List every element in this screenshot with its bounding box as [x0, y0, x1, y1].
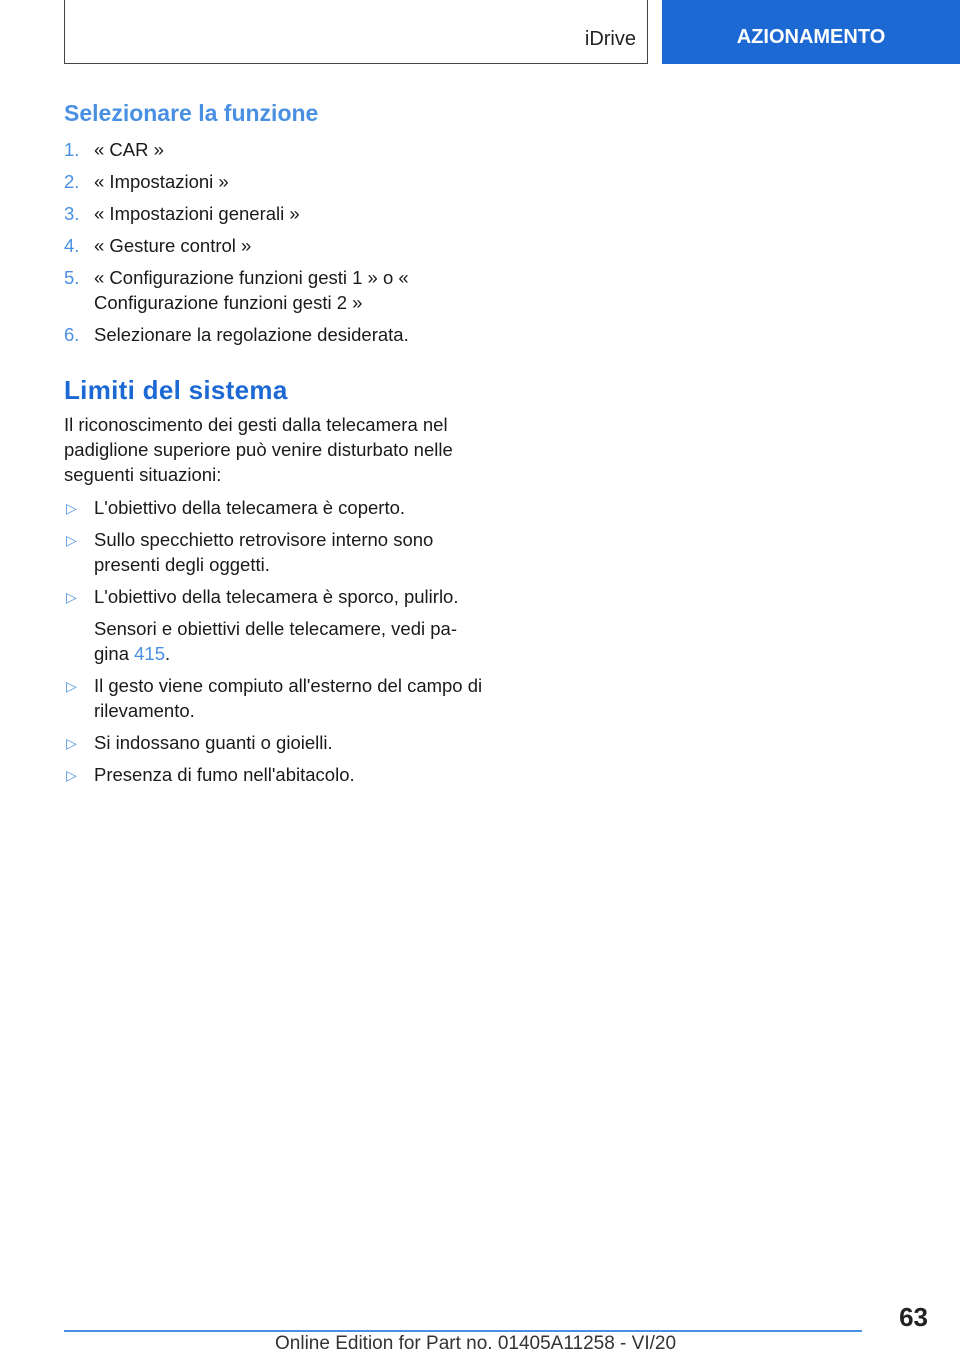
footer-divider: [64, 1330, 862, 1332]
triangle-bullet-icon: ▷: [66, 678, 77, 694]
bullet-text: Presenza di fumo nell'abitacolo.: [94, 764, 355, 785]
steps-list: [64, 137, 484, 347]
bullet-text: L'obiettivo della telecamera è coperto.: [94, 497, 406, 518]
list-item: [64, 495, 484, 520]
list-item: [64, 201, 484, 226]
step-text: « Configurazione funzioni gesti 1 » o « Configurazione funzioni gesti 2 »: [94, 267, 409, 313]
chapter-label: AZIONAMENTO: [736, 25, 886, 48]
list-item: [64, 527, 484, 577]
step-text: « Impostazioni generali »: [94, 203, 300, 224]
header-chapter-tab: [662, 0, 960, 64]
step-number: 6.: [64, 324, 80, 345]
intro-paragraph: Il riconoscimento dei gesti dalla telecamera nel padiglione superiore può venire disturbato nelle seguenti situazioni:: [64, 414, 453, 485]
step-number: 2.: [64, 171, 80, 192]
triangle-bullet-icon: ▷: [66, 767, 77, 783]
list-item: [64, 169, 484, 194]
list-item: [64, 322, 484, 347]
step-text: « CAR »: [94, 139, 164, 160]
header-section-title: iDrive: [584, 28, 636, 50]
triangle-bullet-icon: ▷: [66, 589, 77, 605]
step-number: 1.: [64, 139, 80, 160]
step-text: « Gesture control »: [94, 235, 252, 256]
page-link[interactable]: 415: [134, 643, 165, 664]
cross-reference: [94, 616, 484, 666]
triangle-bullet-icon: ▷: [66, 532, 77, 548]
bullet-text: L'obiettivo della telecamera è sporco, pulirlo.: [94, 586, 459, 607]
step-text: Selezionare la regolazione desiderata.: [94, 324, 409, 345]
bullet-text: Il gesto viene compiuto all'esterno del campo di rilevamento.: [94, 675, 483, 721]
list-item: [64, 233, 484, 258]
header-frame: [64, 0, 648, 64]
triangle-bullet-icon: ▷: [66, 500, 77, 516]
list-item: [64, 265, 484, 315]
bullet-text: Si indossano guanti o gioielli.: [94, 732, 333, 753]
bullet-list: [64, 495, 484, 787]
page-content: [64, 100, 484, 794]
step-number: 4.: [64, 235, 80, 256]
list-item: [64, 762, 484, 787]
page-number: 63: [899, 1302, 928, 1332]
list-item: [64, 673, 484, 723]
step-text: « Impostazioni »: [94, 171, 229, 192]
footer-edition: Online Edition for Part no. 01405A11258 - VI/20: [275, 1333, 677, 1354]
triangle-bullet-icon: ▷: [66, 735, 77, 751]
list-item: [64, 137, 484, 162]
step-number: 3.: [64, 203, 80, 224]
list-item: [64, 730, 484, 755]
list-item: [64, 584, 484, 666]
cross-reference-text: Sensori e obiettivi delle telecamere, vedi pagina: [94, 618, 458, 664]
bullet-text: Sullo specchietto retrovisore interno sono presenti degli oggetti.: [94, 529, 434, 575]
cross-reference-suffix: .: [165, 643, 171, 664]
section-title-system-limits: Limiti del sistema: [64, 375, 288, 405]
section-title-select-function: Selezionare la funzione: [64, 100, 319, 126]
step-number: 5.: [64, 267, 80, 288]
